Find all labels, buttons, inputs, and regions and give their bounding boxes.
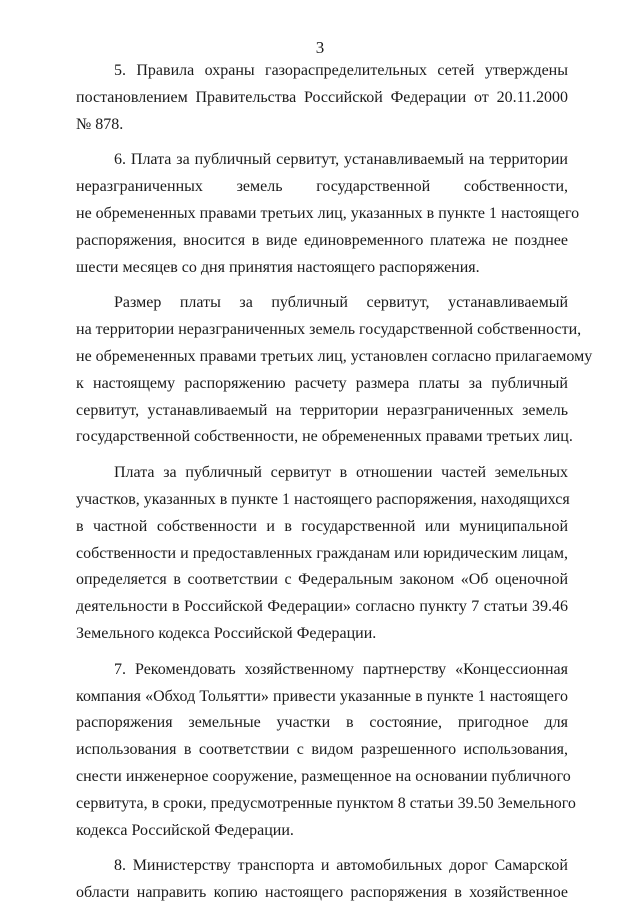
paragraph-8 bbox=[76, 853, 568, 907]
text-line: Размер платы за публичный сервитут, устанавливаемый bbox=[114, 294, 568, 312]
text-line: кодекса Российской Федерации. bbox=[76, 821, 294, 839]
text-line: 5. Правила охраны газораспределительных сетей утверждены bbox=[114, 62, 568, 79]
text-line: государственной собственности, не обремененных правами третьих лиц. bbox=[76, 428, 573, 446]
paragraph-7 bbox=[76, 657, 576, 845]
page-number: 3 bbox=[315, 38, 325, 57]
text-line: 6. Плата за публичный сервитут, устанавливаемый на территории bbox=[114, 151, 568, 169]
text-line: деятельности в Российской Федерации» согласно пункту 7 статьи 39.46 bbox=[76, 598, 568, 616]
text-line: № 878. bbox=[76, 115, 124, 133]
text-line: не обремененных правами третьих лиц, установлен согласно прилагаемому bbox=[76, 347, 593, 365]
text-line: снести инженерное сооружение, размещенное на основании публичного bbox=[76, 767, 571, 785]
text-line: компания «Обход Тольятти» привести указанные в пункте 1 настоящего bbox=[76, 687, 568, 705]
text-line: 8. Министерству транспорта и автомобильных дорог Самарской bbox=[114, 857, 568, 875]
text-line: распоряжения, вносится в виде единовременного платежа не позднее bbox=[76, 231, 568, 249]
text-line: сервитута, в сроки, предусмотренные пунктом 8 статьи 39.50 Земельного bbox=[76, 794, 576, 812]
text-line: на территории неразграниченных земель государственной собственности, bbox=[76, 321, 582, 339]
text-line: Земельного кодекса Российской Федерации. bbox=[76, 624, 377, 642]
text-line: участков, указанных в пункте 1 настоящего распоряжения, находящихся bbox=[76, 490, 570, 508]
text-line: шести месяцев со дня принятия настоящего распоряжения. bbox=[76, 258, 480, 276]
document-body bbox=[76, 58, 593, 907]
text-line: распоряжения земельные участки в состояние, пригодное для bbox=[76, 714, 568, 732]
paragraph-private-plots bbox=[76, 460, 568, 648]
text-line: собственности и предоставленных гражданам или юридическим лицам, bbox=[76, 544, 568, 562]
text-line: использования в соответствии с видом разрешенного использования, bbox=[76, 741, 568, 759]
paragraph-6 bbox=[76, 147, 580, 281]
paragraph-5 bbox=[76, 58, 568, 138]
text-line: сервитут, устанавливаемый на территории неразграниченных земель bbox=[76, 401, 568, 419]
text-line: к настоящему распоряжению расчету размера платы за публичный bbox=[76, 374, 568, 392]
text-line: не обремененных правами третьих лиц, указанных в пункте 1 настоящего bbox=[76, 204, 580, 222]
text-line: постановлением Правительства Российской Федерации от 20.11.2000 bbox=[76, 88, 568, 106]
paragraph-payment-size bbox=[76, 290, 593, 451]
text-line: в частной собственности и в государственной или муниципальной bbox=[76, 517, 568, 535]
text-line: Плата за публичный сервитут в отношении частей земельных bbox=[114, 464, 568, 482]
text-line: 7. Рекомендовать хозяйственному партнерству «Концессионная bbox=[114, 660, 568, 678]
text-line: области направить копию настоящего распоряжения в хозяйственное bbox=[76, 884, 568, 902]
text-line: определяется в соответствии с Федеральным законом «Об оценочной bbox=[76, 571, 568, 589]
text-line: неразграниченных земель государственной собственности, bbox=[76, 178, 568, 196]
